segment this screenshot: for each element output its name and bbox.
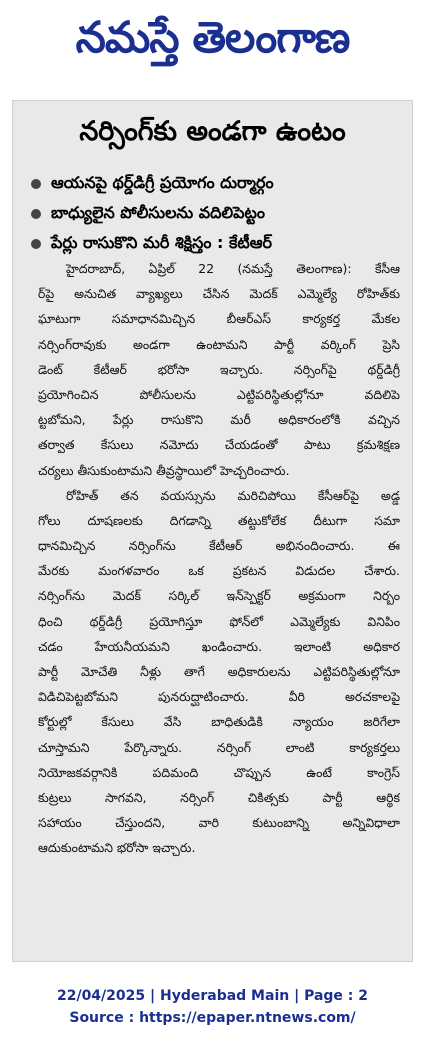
list-item [31,229,406,259]
body-line: కుట్రలు సాగవని, నర్సింగ్ చికిత్సకు పార్టీ ఆర్థిక [38,789,400,805]
body-line: విడిచిపెట్టబోమని పునరుద్ఘాటించారు. వీరి అరచకాలపై [38,689,400,705]
body-line: కోర్టుల్లో కేసులు వేసి బాధితుడికి న్యాయం జరిగేలా [38,714,400,730]
article-body [38,256,400,861]
article-clipping [12,100,413,962]
bullet-text: బాధ్యులైన పోలీసులను వదిలిపెట్టం [51,202,265,222]
body-line: చూస్తామని పేర్కొన్నారు. నర్సింగ్ లాంటి కార్యకర్తలు [38,739,400,755]
footer-date-edition: 22/04/2025 | Hyderabad Main | Page : 2 [56,988,369,1004]
bullet-text: పేర్లు రాసుకొని మరీ శిక్షిస్తం : కేటీఆర్ [51,232,272,252]
bullet-text: ఆయనపై థర్డ్‌డిగ్రీ ప్రయోగం దుర్మార్గం [51,172,274,192]
body-line: మేరకు మంగళవారం ఒక ప్రకటన విడుదల చేశారు. [38,563,400,579]
body-line: ధించి థర్డ్‌డిగ్రీ ప్రయోగిస్తూ ఫోన్‌లో ఎమ్మెల్యేకు వినిపిం [38,613,400,629]
body-line: ట్టబోమని, పేర్లు రాసుకొని మరీ అధికారంలోకి వచ్చిన [38,412,400,428]
body-line: తర్వాత కేసులు నమోదు చేయడంతో పాటు క్రమశిక్షణ [38,437,400,453]
body-line: ఘాటుగా సమాధానమిచ్చిన బీఆర్‌ఎస్ కార్యకర్త మేకల [38,311,400,327]
footer-source: Source : https://epaper.ntnews.com/ [69,1010,356,1026]
masthead-logo: నమస్తే తెలంగాణ [75,13,350,63]
body-line: డెంట్ కేటీఆర్ భరోసా ఇచ్చారు. నర్సింగ్‌పై థర్డ్‌డిగ్రీ [38,361,400,377]
body-line: గోలు దూషణలకు దిగడాన్ని తట్టుకోలేక దీటుగా సమా [38,512,400,528]
bullet-icon [31,179,41,189]
body-line: హైదరాబాద్, ఏప్రిల్ 22 (నమస్తే తెలంగాణ): కేసీఆ [66,261,400,276]
body-line: నియోజకవర్గానికి పదిమంది చొప్పున ఉంటే కాంగ్రెస్ [38,764,400,780]
body-line: ఆదుకుంటామని భరోసా ఇచ్చారు. [38,840,196,856]
body-line: ప్రయోగించిన పోలీసులను ఎట్టిపరిస్థితుల్లోనూ వదిలిపె [38,386,400,402]
body-line: రోహిత్ తన వయస్సును మరిచిపోయి కేసీఆర్‌పై అడ్డ [66,487,400,503]
list-item [31,169,406,199]
article-headline: నర్సింగ్‌కు అండగా ఉంటం [79,116,346,147]
bullet-list [31,169,406,259]
body-line: పార్టీ మోచేతి నీళ్లు తాగే అధికారులను ఎట్టిపరిస్థితుల్లోనూ [38,664,400,679]
body-line: ధానమిచ్చిన నర్సింగ్‌ను కేటీఆర్ అభినందించారు. ఈ [38,538,400,554]
body-line: ర్‌పై అనుచిత వ్యాఖ్యలు చేసిన మెదక్ ఎమ్మెల్యే రోహిత్‌కు [38,286,400,302]
bullet-icon [31,209,41,219]
body-line: చడం హేయనీయమని ఖండించారు. ఇలాంటి అధికార [38,638,400,654]
list-item [31,199,406,229]
body-line: నర్సింగ్‌ను మెదక్ సర్కిల్ ఇన్‌స్పెక్టర్ అక్రమంగా నిర్బం [38,588,400,604]
bullet-icon [31,239,41,249]
body-line: చర్యలు తీసుకుంటామని తీవ్రస్థాయిలో హెచ్చరించారు. [38,462,290,478]
body-line: సహాయం చేస్తుందని, వారి కుటుంబాన్ని అన్నివిధాలా [38,815,400,831]
body-line: నర్సింగ్‌రావుకు అండగా ఉంటామని పార్టీ వర్కింగ్ ప్రెసి [38,336,400,352]
